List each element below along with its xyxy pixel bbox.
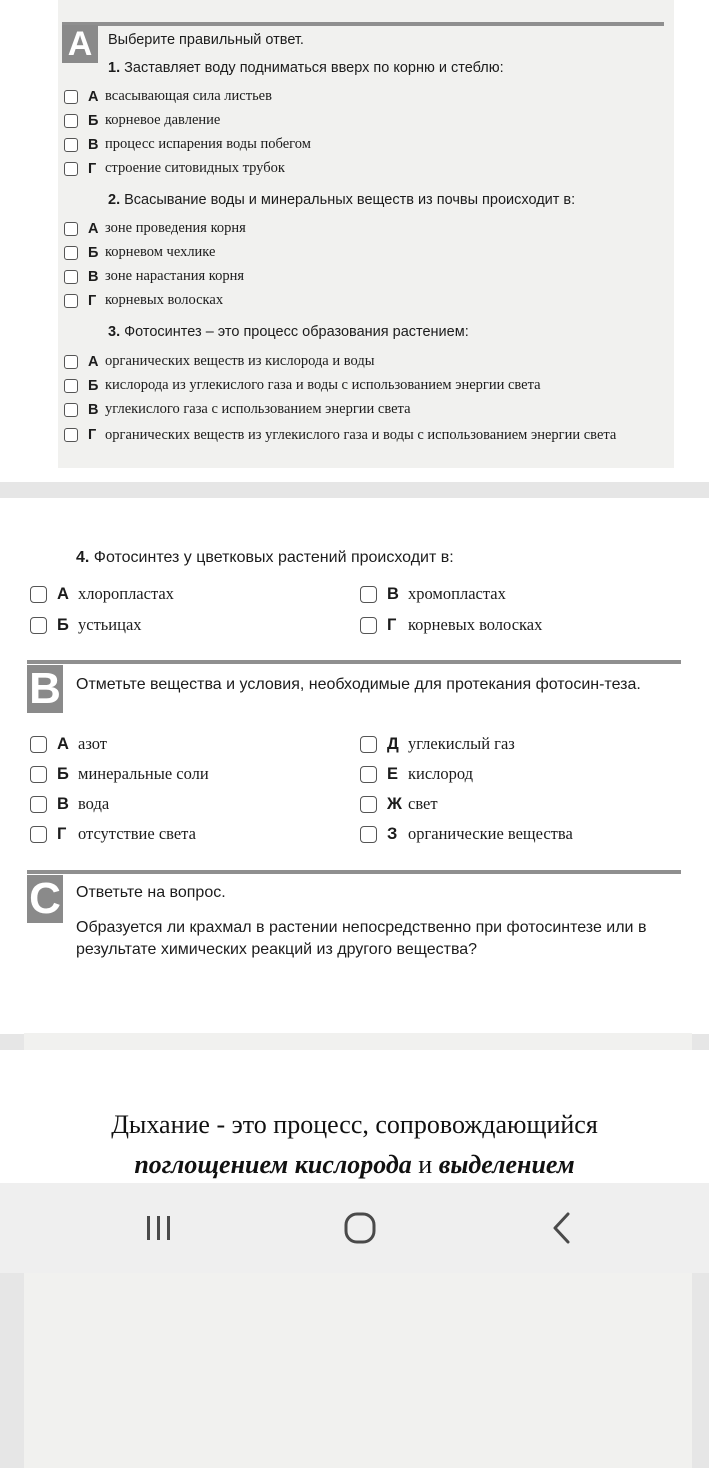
checkbox[interactable] bbox=[64, 222, 78, 236]
question-3-text: Фотосинтез – это процесс образования растением: bbox=[124, 324, 469, 340]
option-letter: А bbox=[88, 353, 99, 370]
option-text: корневом чехлике bbox=[105, 244, 216, 260]
option-letter: Г bbox=[88, 427, 97, 443]
checkbox[interactable] bbox=[64, 428, 78, 442]
question-4-text: Фотосинтез у цветковых растений происходит в: bbox=[93, 549, 454, 566]
question-1 bbox=[108, 60, 504, 76]
option-letter: Г bbox=[57, 824, 67, 843]
q3-option-v[interactable] bbox=[64, 401, 411, 418]
q4-option-g[interactable] bbox=[360, 615, 542, 635]
option-text: процесс испарения воды побегом bbox=[105, 136, 311, 152]
checkbox[interactable] bbox=[64, 355, 78, 369]
option-text: всасывающая сила листьев bbox=[105, 88, 272, 104]
option-text: устьицах bbox=[78, 615, 142, 634]
q2-option-g[interactable] bbox=[64, 292, 223, 309]
checkbox[interactable] bbox=[64, 162, 78, 176]
essay-bold-2: выделением bbox=[438, 1150, 575, 1179]
option-text: корневых волосках bbox=[105, 292, 224, 308]
option-letter: В bbox=[387, 584, 399, 603]
question-2-text: Всасывание воды и минеральных веществ из почвы происходит в: bbox=[124, 192, 576, 208]
checkbox[interactable] bbox=[64, 114, 78, 128]
back-icon[interactable] bbox=[546, 1205, 578, 1256]
option-text: кислорода из углекислого газа и воды с использованием энергии света bbox=[105, 377, 541, 393]
option-letter: Г bbox=[387, 615, 397, 634]
recent-apps-icon[interactable] bbox=[143, 1205, 175, 1256]
b-option-e[interactable] bbox=[360, 764, 473, 784]
checkbox[interactable] bbox=[30, 736, 47, 753]
question-1-text: Заставляет воду подниматься вверх по корню и стеблю: bbox=[124, 60, 504, 76]
option-letter: А bbox=[88, 220, 99, 237]
checkbox[interactable] bbox=[64, 246, 78, 260]
checkbox[interactable] bbox=[30, 617, 47, 634]
checkbox[interactable] bbox=[64, 403, 78, 417]
option-text: корневых волосках bbox=[408, 615, 543, 634]
essay-bold-1: поглощением кислорода bbox=[134, 1150, 412, 1179]
q2-option-v[interactable] bbox=[64, 268, 244, 285]
option-text: зоне нарастания корня bbox=[105, 268, 245, 284]
b-option-v[interactable] bbox=[30, 794, 109, 814]
option-letter: А bbox=[88, 88, 99, 105]
system-nav-bar bbox=[0, 1183, 709, 1273]
checkbox[interactable] bbox=[360, 617, 377, 634]
b-option-a[interactable] bbox=[30, 734, 107, 754]
question-2-number: 2. bbox=[108, 192, 121, 208]
option-letter: В bbox=[57, 794, 69, 813]
q1-option-v[interactable] bbox=[64, 136, 311, 153]
question-3 bbox=[108, 324, 469, 340]
section-a-badge: A bbox=[62, 25, 98, 63]
option-letter: Б bbox=[57, 764, 69, 783]
checkbox[interactable] bbox=[360, 826, 377, 843]
section-c-rule bbox=[27, 870, 681, 874]
option-text: органических веществ из кислорода и воды bbox=[105, 353, 375, 369]
checkbox[interactable] bbox=[64, 90, 78, 104]
q3-option-a[interactable] bbox=[64, 353, 374, 370]
option-letter: З bbox=[387, 824, 398, 843]
q3-option-g[interactable] bbox=[64, 425, 668, 445]
q2-option-a[interactable] bbox=[64, 220, 246, 237]
option-letter: В bbox=[88, 136, 99, 153]
essay-line-1: Дыхание - это процесс, сопровождающийся bbox=[111, 1110, 598, 1139]
option-letter: Б bbox=[88, 244, 99, 261]
b-option-z[interactable] bbox=[360, 824, 573, 844]
q1-option-g[interactable] bbox=[64, 160, 285, 177]
home-icon[interactable] bbox=[340, 1205, 380, 1256]
q4-option-v[interactable] bbox=[360, 584, 506, 604]
checkbox[interactable] bbox=[64, 379, 78, 393]
option-text: зоне проведения корня bbox=[105, 220, 246, 236]
option-letter: А bbox=[57, 584, 69, 603]
section-a-instruction: Выберите правильный ответ. bbox=[108, 32, 304, 48]
checkbox[interactable] bbox=[64, 270, 78, 284]
checkbox[interactable] bbox=[30, 586, 47, 603]
question-4-number: 4. bbox=[76, 549, 90, 566]
essay-and: и bbox=[418, 1150, 433, 1179]
question-2 bbox=[108, 192, 575, 208]
q2-option-b[interactable] bbox=[64, 244, 215, 261]
section-c-instruction: Ответьте на вопрос. bbox=[76, 884, 226, 901]
checkbox[interactable] bbox=[360, 766, 377, 783]
option-text: органических веществ из углекислого газа и воды с использованием энергии света bbox=[105, 427, 617, 443]
q4-option-b[interactable] bbox=[30, 615, 142, 635]
checkbox[interactable] bbox=[64, 294, 78, 308]
checkbox[interactable] bbox=[30, 796, 47, 813]
checkbox[interactable] bbox=[360, 736, 377, 753]
option-letter: В bbox=[88, 401, 99, 418]
option-letter: Б bbox=[88, 377, 99, 394]
b-option-g[interactable] bbox=[30, 824, 196, 844]
q4-option-a[interactable] bbox=[30, 584, 174, 604]
option-text: углекислый газ bbox=[408, 734, 515, 753]
option-text: минеральные соли bbox=[78, 764, 209, 783]
option-text: органические вещества bbox=[408, 824, 573, 843]
option-letter: Г bbox=[88, 160, 97, 177]
option-text: кислород bbox=[408, 764, 474, 783]
option-letter: Д bbox=[387, 734, 399, 753]
question-4 bbox=[76, 549, 454, 567]
option-letter: Б bbox=[88, 112, 99, 129]
section-b-rule bbox=[27, 660, 681, 664]
checkbox[interactable] bbox=[64, 138, 78, 152]
option-text: углекислого газа с использованием энергии света bbox=[105, 401, 411, 417]
option-letter: Ж bbox=[387, 794, 402, 813]
option-letter: Г bbox=[88, 292, 97, 309]
option-text: корневое давление bbox=[105, 112, 221, 128]
checkbox[interactable] bbox=[30, 766, 47, 783]
question-3-number: 3. bbox=[108, 324, 121, 340]
b-option-b[interactable] bbox=[30, 764, 209, 784]
question-1-number: 1. bbox=[108, 60, 121, 76]
section-c-badge: C bbox=[27, 875, 63, 923]
section-a-rule bbox=[62, 22, 664, 26]
section-b-badge: B bbox=[27, 665, 63, 713]
checkbox[interactable] bbox=[30, 826, 47, 843]
q1-option-b[interactable] bbox=[64, 112, 220, 129]
section-b-instruction: Отметьте вещества и условия, необходимые для протекания фотосин-теза. bbox=[76, 676, 641, 693]
option-text: хромопластах bbox=[408, 584, 506, 603]
checkbox[interactable] bbox=[360, 586, 377, 603]
option-letter: В bbox=[88, 268, 99, 285]
q3-option-b[interactable] bbox=[64, 377, 541, 394]
option-text: азот bbox=[78, 734, 107, 753]
option-letter: Б bbox=[57, 615, 69, 634]
b-option-d[interactable] bbox=[360, 734, 515, 754]
option-text: свет bbox=[408, 794, 438, 813]
option-letter: А bbox=[57, 734, 69, 753]
option-text: вода bbox=[78, 794, 110, 813]
option-letter: Е bbox=[387, 764, 399, 783]
essay-line-2 bbox=[0, 1150, 709, 1180]
q1-option-a[interactable] bbox=[64, 88, 272, 105]
b-option-zh[interactable] bbox=[360, 794, 438, 814]
checkbox[interactable] bbox=[360, 796, 377, 813]
section-c-question: Образуется ли крахмал в растении непосредственно при фотосинтезе или в результате химических реакций из другого вещества? bbox=[76, 919, 647, 958]
option-text: строение ситовидных трубок bbox=[105, 160, 285, 176]
option-text: отсутствие света bbox=[78, 824, 196, 843]
worksheet-card-1 bbox=[0, 0, 709, 482]
option-text: хлоропластах bbox=[78, 584, 174, 603]
